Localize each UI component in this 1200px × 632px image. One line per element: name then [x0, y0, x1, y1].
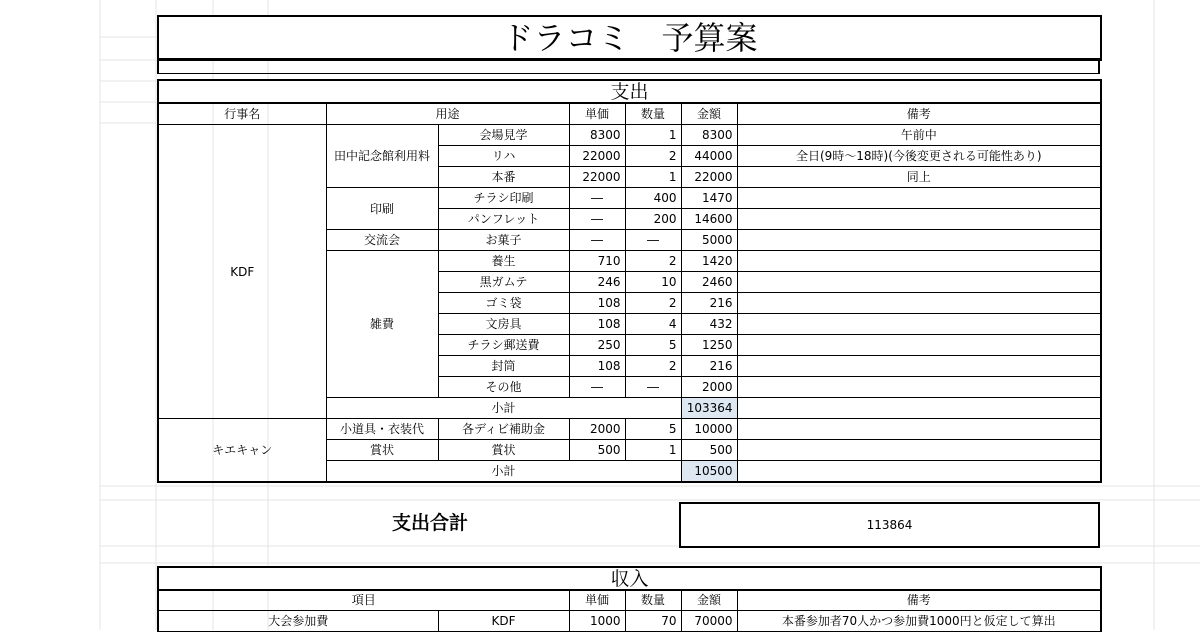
header-amount: 金額	[681, 103, 737, 125]
quantity-cell: 1	[625, 167, 681, 188]
quantity-cell: 1	[625, 440, 681, 461]
notes-cell	[737, 440, 1101, 461]
category-cell: 賞状	[326, 440, 438, 461]
amount-cell: 500	[681, 440, 737, 461]
header-quantity: 数量	[625, 590, 681, 611]
event-kdf: KDF	[158, 125, 326, 419]
notes-cell: 本番参加者70人かつ参加費1000円と仮定して算出	[737, 611, 1101, 632]
amount-cell: 216	[681, 356, 737, 377]
item-cell: お菓子	[438, 230, 569, 251]
notes-cell	[737, 209, 1101, 230]
notes-cell	[737, 188, 1101, 209]
subtotal-label: 小計	[326, 461, 681, 483]
notes-cell	[737, 293, 1101, 314]
notes-cell	[737, 251, 1101, 272]
item-cell: リハ	[438, 146, 569, 167]
quantity-cell: ―	[625, 230, 681, 251]
unit-price-cell: 1000	[569, 611, 625, 632]
item-cell: その他	[438, 377, 569, 398]
quantity-cell: 5	[625, 335, 681, 356]
header-unit-price: 単価	[569, 103, 625, 125]
item-cell: 賞状	[438, 440, 569, 461]
amount-cell: 8300	[681, 125, 737, 146]
quantity-cell: 5	[625, 419, 681, 440]
quantity-cell: 70	[625, 611, 681, 632]
item-cell: パンフレット	[438, 209, 569, 230]
table-row	[158, 125, 1101, 146]
header-quantity: 数量	[625, 103, 681, 125]
sub-item-cell: KDF	[438, 611, 569, 632]
item-cell: 黒ガムテ	[438, 272, 569, 293]
kdf-subtotal-value: 103364	[681, 398, 737, 419]
amount-cell: 5000	[681, 230, 737, 251]
unit-price-cell: ―	[569, 377, 625, 398]
notes-cell: 同上	[737, 167, 1101, 188]
amount-cell: 70000	[681, 611, 737, 632]
notes-cell	[737, 335, 1101, 356]
notes-cell	[737, 356, 1101, 377]
quantity-cell: 2	[625, 356, 681, 377]
header-item: 項目	[158, 590, 569, 611]
notes-cell	[737, 419, 1101, 440]
unit-price-cell: 22000	[569, 167, 625, 188]
amount-cell: 2460	[681, 272, 737, 293]
category-cell: 交流会	[326, 230, 438, 251]
quantity-cell: ―	[625, 377, 681, 398]
item-cell: 各ディビ補助金	[438, 419, 569, 440]
quantity-cell: 1	[625, 125, 681, 146]
amount-cell: 22000	[681, 167, 737, 188]
unit-price-cell: 22000	[569, 146, 625, 167]
expense-total-value: 113864	[679, 502, 1100, 548]
unit-price-cell: 246	[569, 272, 625, 293]
notes-cell	[737, 314, 1101, 335]
expense-section-title: 支出	[157, 79, 1102, 104]
header-notes: 備考	[737, 103, 1101, 125]
category-cell: 印刷	[326, 188, 438, 230]
table-row	[158, 419, 1101, 440]
item-cell: 本番	[438, 167, 569, 188]
notes-cell	[737, 377, 1101, 398]
unit-price-cell: 2000	[569, 419, 625, 440]
amount-cell: 1420	[681, 251, 737, 272]
amount-cell: 10000	[681, 419, 737, 440]
quantity-cell: 2	[625, 146, 681, 167]
notes-cell: 午前中	[737, 125, 1101, 146]
unit-price-cell: 710	[569, 251, 625, 272]
amount-cell: 432	[681, 314, 737, 335]
notes-cell	[737, 398, 1101, 419]
subtotal-label: 小計	[326, 398, 681, 419]
item-cell: 封筒	[438, 356, 569, 377]
quantity-cell: 2	[625, 251, 681, 272]
quantity-cell: 200	[625, 209, 681, 230]
quantity-cell: 10	[625, 272, 681, 293]
notes-cell: 全日(9時～18時)(今後変更される可能性あり)	[737, 146, 1101, 167]
item-cell: チラシ郵送費	[438, 335, 569, 356]
header-notes: 備考	[737, 590, 1101, 611]
expense-header-row	[158, 103, 1101, 125]
notes-cell	[737, 272, 1101, 293]
item-cell: 大会参加費	[158, 611, 438, 632]
income-table	[157, 589, 1102, 632]
header-event: 行事名	[158, 103, 326, 125]
header-amount: 金額	[681, 590, 737, 611]
income-section-title: 収入	[157, 566, 1102, 591]
amount-cell: 14600	[681, 209, 737, 230]
unit-price-cell: ―	[569, 209, 625, 230]
amount-cell: 1470	[681, 188, 737, 209]
table-row	[158, 611, 1101, 632]
unit-price-cell: 8300	[569, 125, 625, 146]
unit-price-cell: ―	[569, 230, 625, 251]
unit-price-cell: 250	[569, 335, 625, 356]
kiecan-subtotal-value: 10500	[681, 461, 737, 483]
category-cell: 雑費	[326, 251, 438, 398]
unit-price-cell: 108	[569, 356, 625, 377]
notes-cell	[737, 461, 1101, 483]
item-cell: ゴミ袋	[438, 293, 569, 314]
event-kiecan: キエキャン	[158, 419, 326, 483]
expense-table	[157, 102, 1102, 483]
item-cell: チラシ印刷	[438, 188, 569, 209]
unit-price-cell: 108	[569, 314, 625, 335]
unit-price-cell: 108	[569, 293, 625, 314]
budget-title: ドラコミ 予算案	[157, 15, 1102, 61]
category-cell: 小道具・衣装代	[326, 419, 438, 440]
spacer-row	[157, 58, 1100, 74]
quantity-cell: 2	[625, 293, 681, 314]
unit-price-cell: ―	[569, 188, 625, 209]
notes-cell	[737, 230, 1101, 251]
amount-cell: 1250	[681, 335, 737, 356]
item-cell: 養生	[438, 251, 569, 272]
header-unit-price: 単価	[569, 590, 625, 611]
amount-cell: 44000	[681, 146, 737, 167]
expense-total-label: 支出合計	[391, 512, 468, 534]
quantity-cell: 400	[625, 188, 681, 209]
header-usage: 用途	[326, 103, 569, 125]
item-cell: 文房具	[438, 314, 569, 335]
category-cell: 田中記念館利用料	[326, 125, 438, 188]
amount-cell: 2000	[681, 377, 737, 398]
income-header-row	[158, 590, 1101, 611]
quantity-cell: 4	[625, 314, 681, 335]
item-cell: 会場見学	[438, 125, 569, 146]
unit-price-cell: 500	[569, 440, 625, 461]
amount-cell: 216	[681, 293, 737, 314]
